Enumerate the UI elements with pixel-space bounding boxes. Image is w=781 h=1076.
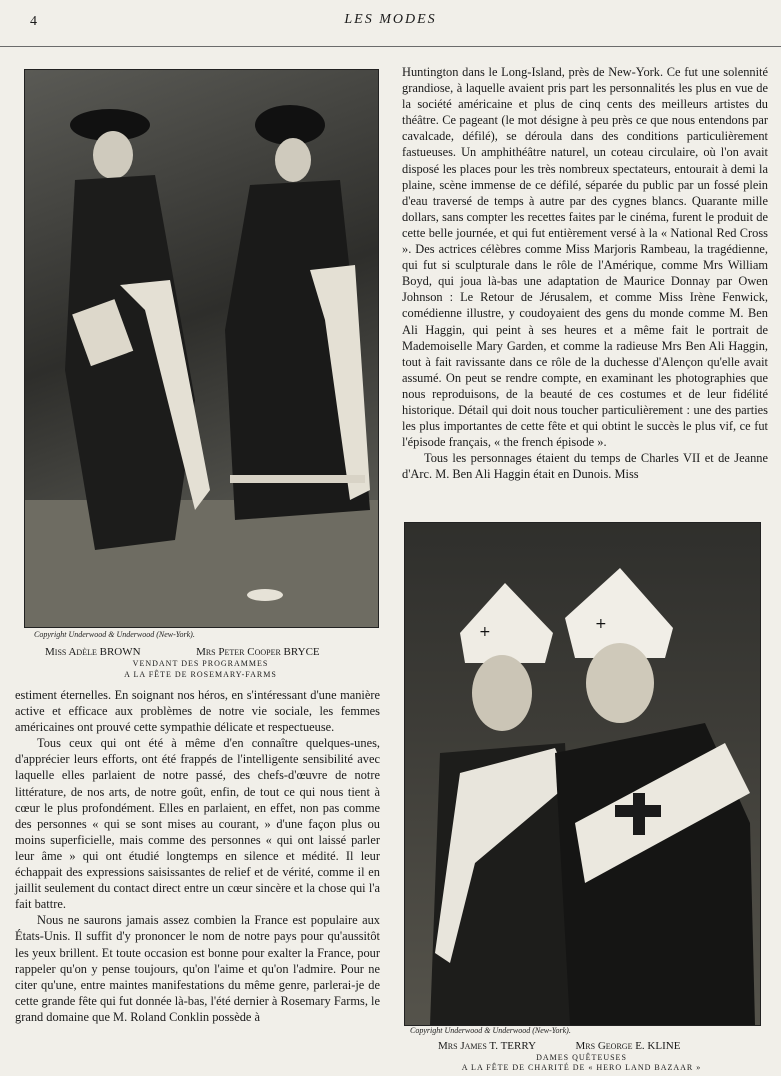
page-number: 4 [30,14,37,29]
caption-person-kline: Mrs George E. KLINE [575,1040,681,1052]
article-right-column [402,64,768,482]
caption-subtitle-right-2: A LA FÊTE DE CHARITÉ DE « HERO LAND BAZAAR » [461,1063,702,1072]
svg-text:+: + [595,616,607,632]
header-rule [0,46,781,47]
article-paragraph: Tous les personnages étaient du temps de Charles VII et de Jeanne d'Arc. M. Ben Ali Haggin était en Dunois. Miss [402,451,768,482]
caption-person-terry: Mrs James T. TERRY [438,1040,537,1052]
caption-subtitle-left-2: A LA FÊTE DE ROSEMARY-FARMS [124,670,277,679]
photo-credit-right: Copyright Underwood & Underwood (New-York). [410,1026,571,1035]
article-paragraph: Tous ceux qui ont été à même d'en connaître quelques-unes, d'apprécier leurs efforts, ont été frappés de l'intelligente sensibilité avec laquelle elles parlaient de notre passé, des chefs-d'œuvre de notre littérature, de nos arts, de notre goût, enfin, de tout ce qui nous tient à cœur le plus profondément. Elles en parlaient, en effet, non pas comme des personnes « qui se sont mises au courant, » d'une façon plus ou moins superficielle, mais comme des personnes « qui ont laissé parler leur âme » qui ont étudié longtemps en silence et médité. Il leur échappait des expressions saisissantes de relief et de vérité, comme il en jaillit seulement du contact direct entre un cœur sincère et la chose qui l'a fait battre. [15,736,380,912]
article-left-column [15,687,380,1025]
caption-person-brown: Miss Adèle BROWN [45,646,141,658]
photo-illustration [25,70,378,627]
page-header [0,0,781,46]
caption-names-right [438,1040,680,1052]
svg-text:+: + [479,624,491,640]
article-paragraph: estiment éternelles. En soignant nos héros, en s'intéressant d'une manière active et efficace aux problèmes de notre vie sociale, les femmes américaines ont prouvé cette sympathie délicate et respectueuse. [15,688,380,735]
caption-person-bryce: Mrs Peter Cooper BRYCE [196,646,320,658]
caption-names-left [45,646,320,658]
article-paragraph: Nous ne saurons jamais assez combien la France est populaire aux États-Unis. Il suffit d'y prononcer le nom de notre pays pour qu'aussitôt les yeux brillent. Et toute occasion est bonne pour exalter la France, pour rappeler qu'on y pense toujours, qu'on l'aime et qu'on l'admire. Pour ne citer qu'une, entre maintes manifestations du même genre, parlerai-je de cette grande fête qui fut donnée là-bas, l'été dernier à Rosemary Farms, le grand domaine que M. Roland Conklin possède à [15,913,380,1024]
photo-two-women-nurses [404,522,761,1026]
caption-subtitle-left-1: VENDANT DES PROGRAMMES [132,659,269,668]
caption-subtitle-right-1: DAMES QUÊTEUSES [536,1053,627,1062]
photo-two-women-programmes [24,69,379,628]
running-title: LES MODES [344,12,437,27]
photo-illustration [405,523,760,1025]
article-paragraph: Huntington dans le Long-Island, près de New-York. Ce fut une solennité grandiose, à laquelle avaient pris part les personnalités les plus en vue de la société américaine et plus de cinq cents des meilleurs artistes du théâtre. Ce pageant (le mot désigne à peu près ce que nous entendons par cavalcade, défilé), se déroula dans des conditions particulièrement fastueuses. Un amphithéâtre naturel, un coteau circulaire, où l'on avait disposé les places pour les très nombreux spectateurs, entourait à demi la plaine, scène immense de ce défilé, séparée du public par un fossé plein d'eau traversé de temps à autre par des cygnes blancs. Quarante mille dollars, sans compter les recettes faites par le cinéma, furent le produit de cette belle journée, et qui fut entièrement versé à la « National Red Cross ». Des actrices célèbres comme Miss Marjoris Rambeau, la tragédienne, qui fut si sculpturale dans le rôle de l'Amérique, comme Mrs William Boyd, qui joua là-bas une adaptation de Maurice Donnay par Owen Johnson : Le Retour de Jérusalem, et comme Miss Irène Fenwick, comédienne illustre, y coudoyaient des gens du monde comme M. Ben Ali Haggin, qui peint à ses heures et a même fait le portrait de Mademoiselle Mary Garden, et comme la radieuse Mrs Ben Ali Haggin, tout à fait ravissante dans ce rôle de la duchesse d'Alençon qu'elle avait assumé. On peut se rendre compte, en examinant les photographies que nous reproduisons, de la beauté de ces costumes et de leur fidélité historique. Détail qui doit nous toucher particulièrement : une des parties les plus importantes de cette fête et qui obtint le succès le plus vif, ce fut l'épisode français, « the french épisode ». [402,65,768,450]
photo-credit-left: Copyright Underwood & Underwood (New-York). [34,630,195,639]
